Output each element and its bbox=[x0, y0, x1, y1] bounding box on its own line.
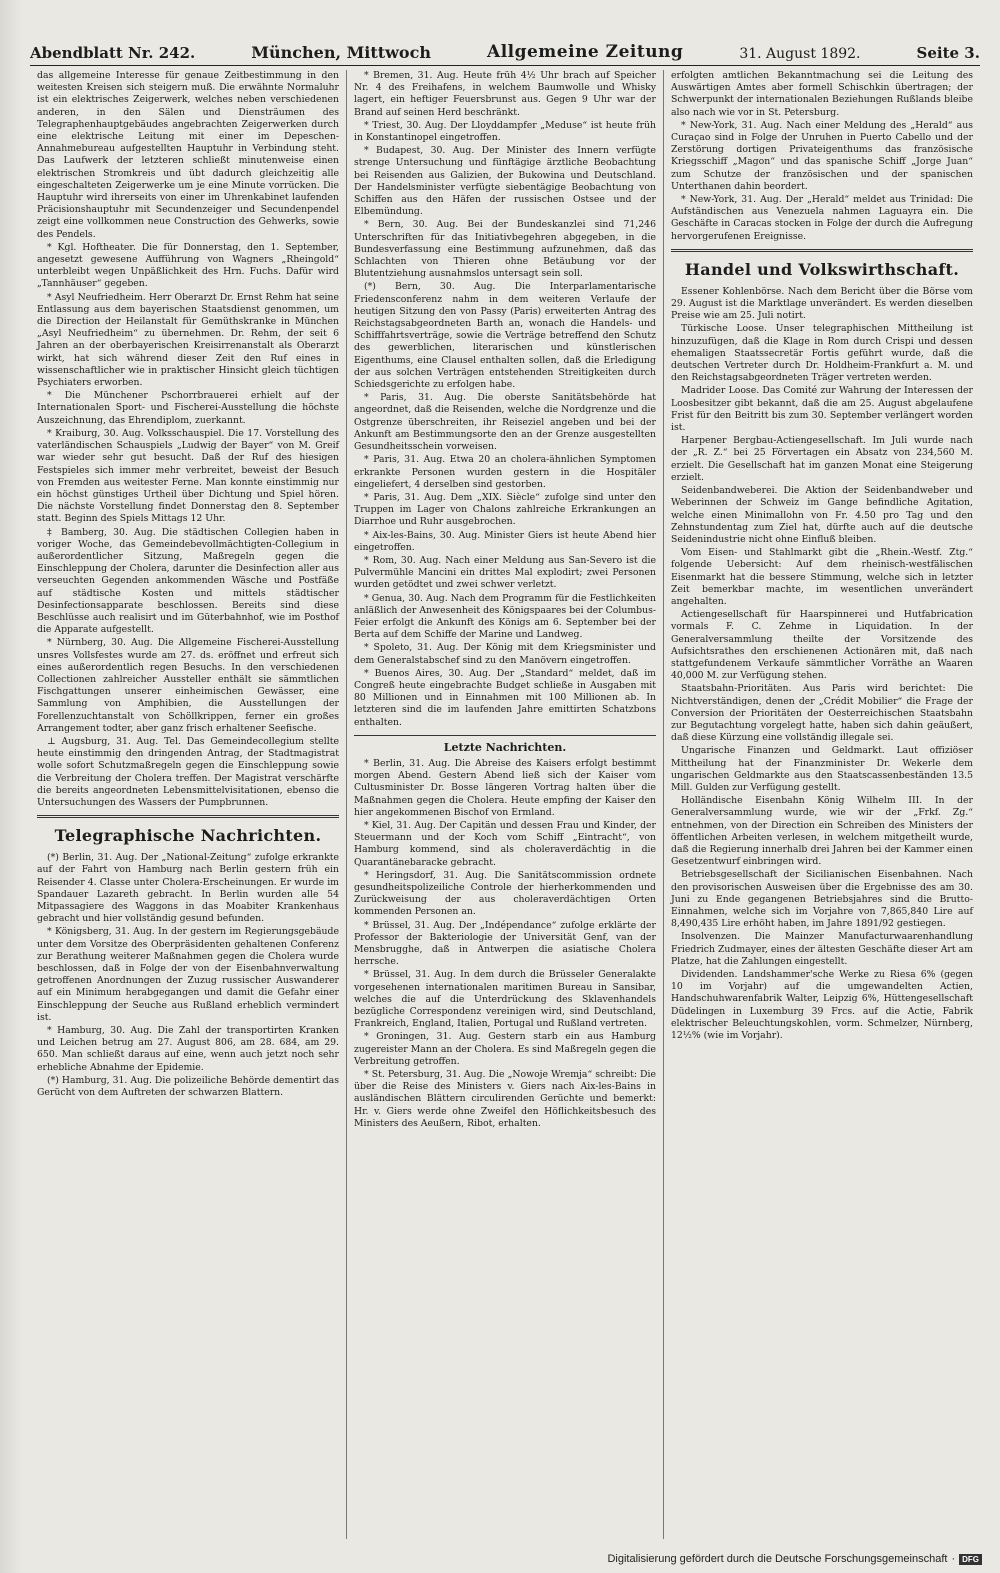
digitization-footer: Digitalisierung gefördert durch die Deutsche Forschungsgemeinschaft · DFG bbox=[607, 1553, 982, 1565]
article-paragraph: Dividenden. Landshammer'sche Werke zu Riesa 6% (gegen 10 im Vorjahr) auf die umgewandelten Actien, Handschuhwarenfabrik Walter, Leipzig 6%, Hüttengesellschaft Düdelingen in Luxemburg 39 Frcs. auf die Actie, Fabrik elektrischer Beleuchtungskohlen, vorm. Schmelzer, Nürnberg, 12½% (wie im Vorjahr). bbox=[671, 969, 973, 1042]
article-paragraph: * Königsberg, 31. Aug. In der gestern im Regierungsgebäude unter dem Vorsitze des Oberpräsidenten gehaltenen Conferenz zur Berathung weiterer Maßnahmen gegen die Cholera wurde beschlossen, daß in Folge der von der Eisenbahnverwaltung getroffenen Anordnungen der Zuzug russischer Auswanderer auf ein Minimum herabgegangen und damit die Gefahr einer Einschleppung der Seuche aus Rußland erheblich vermindert ist. bbox=[37, 926, 339, 1023]
trade-section-title: Handel und Volkswirthschaft. bbox=[684, 259, 960, 279]
page-number: Seite 3. bbox=[916, 44, 980, 62]
page-header bbox=[30, 38, 980, 66]
scan-edge bbox=[0, 0, 22, 1573]
article-paragraph: * Paris, 31. Aug. Dem „XIX. Siècle“ zufolge sind unter den Truppen im Lager von Chalons zahlreiche Erkrankungen an Diarrhoe und Ruhr ausgebrochen. bbox=[354, 491, 656, 528]
article-paragraph: * Berlin, 31. Aug. Die Abreise des Kaisers erfolgt bestimmt morgen Abend. Gestern Abend ließ sich der Kaiser vom Cultusminister Dr. Bosse längeren Vortrag halten über die Maßnahmen gegen die Cholera. Heute empfing der Kaiser den hier angekommenen Bischof von Ermland. bbox=[354, 757, 656, 818]
section-rule bbox=[671, 249, 973, 252]
latest-section-title: Letzte Nachrichten. bbox=[443, 740, 567, 754]
article-paragraph: * New-York, 31. Aug. Nach einer Meldung des „Herald“ aus Curaçao sind in Folge der Unruhen in Puerto Cabello und der Zerstörung dortigen Privateigenthums das französische Kriegsschiff „Magon“ und das spanische Schiff „Jorge Juan“ zum Schutze der französischen und der spanischen Unterthanen dahin beordert. bbox=[671, 119, 973, 192]
column-1-articles bbox=[37, 70, 339, 809]
article-paragraph: Harpener Bergbau-Actiengesellschaft. Im Juli wurde nach der „R. Z.“ bei 25 Förvertagen ein Absatz von 234,560 M. erzielt. Die Gesellschaft hat im ganzen Monat eine Steigerung erzielt. bbox=[671, 435, 973, 483]
article-paragraph: Seidenbandweberei. Die Aktion der Seidenbandweber und Weberinnen der Schweiz im Gange befindliche Agitation, welche einen Minimallohn von Fr. 4.50 pro Tag und den Zehnstundentag zum Ziel hat, dürfte auch auf die deutsche Seidenindustrie nicht ohne Einfluß bleiben. bbox=[671, 485, 973, 545]
column-1 bbox=[30, 70, 346, 1539]
section-rule bbox=[37, 815, 339, 818]
article-paragraph: Insolvenzen. Die Mainzer Manufacturwaarenhandlung Friedrich Zudmayer, eines der ältesten Geschäfte dieser Art am Platze, hat die Zahlungen eingestellt. bbox=[671, 931, 973, 967]
article-paragraph: Betriebsgesellschaft der Sicilianischen Eisenbahnen. Nach den provisorischen Ausweisen über die Ergebnisse des am 30. Juni zu Ende gegangenen Betriebsjahres sind die Brutto-Einnahmen, welche sich im Vorjahre von 7,865,840 Lire auf 8,490,435 Lire erhöht haben, im Jahre 1891/92 gestiegen. bbox=[671, 869, 973, 930]
article-paragraph: Actiengesellschaft für Haarspinnerei und Hutfabrication vormals F. C. Zehme in Liquidation. In der Generalversammlung theilte der Vorsitzende des Aufsichtsrathes den erschienenen Actionären mit, daß nach stattgefundenem Verkaufe sämmtlicher Vorräthe an Waaren 40,000 M. zur Verfügung stehen. bbox=[671, 609, 973, 682]
column-3-articles bbox=[671, 70, 973, 243]
article-paragraph: das allgemeine Interesse für genaue Zeitbestimmung in den weitesten Kreisen sich steigern muß. Die erwähnte Normaluhr ist ein elektrisches Zeigerwerk, welches neben verschiedenen anderen, in den Sälen und Diensträumen des Telegraphenhauptgebäudes angebrachten Zeigerwerken durch eine elektrische Leitung mit einer im Depeschen-Annahmebureau aufgestellten Hauptuhr in Verbindung steht. Das Laufwerk der letzteren schließt minutenweise einen elektrischen Stromkreis und übt dadurch gleichzeitig alle eingeschalteten Zeigerwerke um je eine Minute vorrücken. Die Hauptuhr wird ihrerseits von einer im Uhrenkabinet laufenden Präcisionshauptuhr mit Secundenzeiger und Secundenpendel zeigt eine vollkommen neue Construction des Gehwerks, sowie des Pendels. bbox=[37, 70, 339, 240]
column-2 bbox=[346, 70, 663, 1539]
article-paragraph: * Budapest, 30. Aug. Der Minister des Innern verfügte strenge Untersuchung und fünftägige ärztliche Beobachtung bei Reisenden aus Galizien, der Bukowina und Deutschland. Der Handelsminister verfügte siebentägige Beobachtung von Schiffen aus den Häfen der russischen Ostsee und der Elbemündung. bbox=[354, 145, 656, 218]
article-paragraph: * Nürnberg, 30. Aug. Die Allgemeine Fischerei-Ausstellung unsres Vollsfestes wurde am 27. ds. eröffnet und erfreut sich eines außerordentlich regen Besuchs. In den verschiedenen Collectionen zahlreicher Aussteller enthält sie sämmtlichen Fischgattungen unserer einheimischen Gewässer, eine Sammlung von Amphibien, die Ausstellungen der Forellenzuchtanstalt von Schöllkrippen, ferner ein großes Arrangement todter, aber ganz frisch erhaltener Seefische. bbox=[37, 637, 339, 734]
telegraph-section-title: Telegraphische Nachrichten. bbox=[54, 826, 322, 846]
article-paragraph: (*) Bern, 30. Aug. Die Interparlamentarische Friedensconferenz nahm in dem weiteren Verlaufe der heutigen Sitzung den von Passy (Paris) erweiterten Antrag des Reichstagsabgeordneten Barth an, wonach die Handels- und Schifffahrtsverträge, sowie die Verträge betreffend den Schutz des gewerblichen, literarischen und künstlerischen Eigenthums, eine Clausel enthalten sollen, daß die Erledigung der aus solchen Verträgen entstehenden Streitigkeiten durch Schiedsgerichte zu erfolgen habe. bbox=[354, 281, 656, 391]
article-paragraph: * Spoleto, 31. Aug. Der König mit dem Kriegsminister und dem Generalstabschef sind zu den Manövern eingetroffen. bbox=[354, 642, 656, 666]
column-2-latest-articles bbox=[354, 758, 656, 1130]
article-paragraph: * Buenos Aires, 30. Aug. Der „Standard“ meldet, daß im Congreß heute eingebrachte Budget schließe in Ausgaben mit 80 Millionen und in Einnahmen mit 100 Millionen ab. In letzteren sind die im laufenden Jahre emittirten Schatzbons enthalten. bbox=[354, 667, 656, 728]
article-paragraph: * Kgl. Hoftheater. Die für Donnerstag, den 1. September, angesetzt gewesene Aufführung von Wagners „Rheingold“ unterbleibt wegen Unpäßlichkeit des Hrn. Fuchs. Dafür wird „Tannhäuser“ gegeben. bbox=[37, 241, 339, 290]
article-paragraph: Madrider Loose. Das Comité zur Wahrung der Interessen der Loosbesitzer gibt bekannt, daß die am 25. August abgelaufene Frist für den Beitritt bis zum 30. September verlängert worden ist. bbox=[671, 385, 973, 434]
issue-label: Abendblatt Nr. 242. bbox=[30, 44, 196, 62]
article-paragraph: * Bremen, 31. Aug. Heute früh 4½ Uhr brach auf Speicher Nr. 4 des Freihafens, in welchem Baumwolle und Whisky lagert, ein heftiger Feuersbrunst aus. Gegen 9 Uhr war der Brand auf seinen Herd beschränkt. bbox=[354, 70, 656, 118]
column-3-trade-articles bbox=[671, 286, 973, 1042]
date-label: 31. August 1892. bbox=[739, 46, 861, 62]
columns bbox=[30, 70, 980, 1539]
article-paragraph: Holländische Eisenbahn König Wilhelm III. In der Generalversammlung wurde, wie wir der „Frkf. Zg.“ entnehmen, von der Direction ein Schreiben des Ministers der öffentlichen Arbeiten verlesen, in welchem mitgetheilt wurde, daß die Regierung innerhalb drei Jahren bei der Kammer einen Gesetzentwurf einbringen wird. bbox=[671, 795, 973, 868]
article-paragraph: * Asyl Neufriedheim. Herr Oberarzt Dr. Ernst Rehm hat seine Entlassung aus dem bayerischen Staatsdienst genommen, um die Direction der Heilanstalt für Gemüthskranke in München „Asyl Neufriedheim“ zu übernehmen. Dr. Rehm, der seit 6 Jahren an der oberbayerischen Kreisirrenanstalt als Oberarzt wirkt, hat sich während dieser Zeit den Ruf eines in wissenschaftlicher wie in praktischer Hinsicht gleich tüchtigen Psychiaters erworben. bbox=[37, 291, 339, 389]
article-paragraph: * Paris, 31. Aug. Die oberste Sanitätsbehörde hat angeordnet, daß die Reisenden, welche die Nordgrenze und die Ostgrenze überschreiten, ihr Reiseziel angeben und bei der Ankunft am Bestimmungsorte den an der Grenze ausgestellten Gesundheitsschein vorweisen. bbox=[354, 392, 656, 453]
article-paragraph: * Heringsdorf, 31. Aug. Die Sanitätscommission ordnete gesundheitspolizeiliche Controle der hierherkommenden und Zurückweisung der aus choleraverdächtigen Orten kommenden Personen an. bbox=[354, 869, 656, 918]
section-rule bbox=[354, 735, 656, 736]
city-label: München, Mittwoch bbox=[251, 43, 431, 62]
article-paragraph: * Triest, 30. Aug. Der Lloyddampfer „Meduse“ ist heute früh in Konstantinopel eingetroffen. bbox=[354, 119, 656, 144]
article-paragraph: * Brüssel, 31. Aug. In dem durch die Brüsseler Generalakte vorgesehenen internationalen maritimen Bureau in Sansibar, welches die auf die Unterdrückung des Sklavenhandels bezügliche Correspondenz vereinigen wird, sind Deutschland, Frankreich, England, Italien, Portugal und Rußland vertreten. bbox=[354, 969, 656, 1030]
article-paragraph: * Rom, 30. Aug. Nach einer Meldung aus San-Severo ist die Pulvermühle Mancini ein drittes Mal explodirt; zwei Personen wurden getödtet und zwei schwer verletzt. bbox=[354, 554, 656, 591]
column-2-articles bbox=[354, 70, 656, 729]
article-paragraph: ⊥ Augsburg, 31. Aug. Tel. Das Gemeindecollegium stellte heute einstimmig den dringenden Antrag, der Stadtmagistrat wolle sofort Schutzmaßregeln gegen die Einschleppung sowie die Verbreitung der Cholera treffen. Der Magistrat verschärfte die bereits angeordneten Lebensmittelvisitationen, ebenso die Untersuchungen des Wassers der Pumpbrunnen. bbox=[37, 735, 339, 808]
article-paragraph: * Brüssel, 31. Aug. Der „Indépendance“ zufolge erklärte der Professor der Bakteriologie der Universität Genf, van der Mensbrugghe, daß in Antwerpen die asiatische Cholera herrsche. bbox=[354, 919, 656, 968]
footer-text: Digitalisierung gefördert durch die Deutsche Forschungsgemeinschaft bbox=[607, 1553, 948, 1565]
article-paragraph: Türkische Loose. Unser telegraphischen Mittheilung ist hinzuzufügen, daß die Klage in Rom durch Crispi und dessen ehemaligen Staatssecretär Fortis geführt wurde, daß die deutschen Vertreter durch Dr. Holdheim-Frankfurt a. M. und den Reichstagsabgeordneten Träger vertreten werden. bbox=[671, 323, 973, 384]
article-paragraph: * Hamburg, 30. Aug. Die Zahl der transportirten Kranken und Leichen betrug am 27. August 806, am 28. 684, am 29. 650. Man schließt daraus auf eine, wenn auch jetzt noch sehr erhebliche Abnahme der Epidemie. bbox=[37, 1025, 339, 1073]
column-3 bbox=[663, 70, 980, 1539]
article-paragraph: Essener Kohlenbörse. Nach dem Bericht über die Börse vom 29. August ist die Marktlage unverändert. Es werden dieselben Preise wie am 25. Juli notirt. bbox=[671, 285, 973, 322]
article-paragraph: (*) Hamburg, 31. Aug. Die polizeiliche Behörde dementirt das Gerücht von dem Auftreten der schwarzen Blattern. bbox=[37, 1074, 339, 1099]
article-paragraph: Staatsbahn-Prioritäten. Aus Paris wird berichtet: Die Nichtverständigen, denen der „Crédit Mobilier“ die Frage der Conversion der Prioritäten der Oesterreichischen Staatsbahn zur Begutachtung vorgelegt hatte, haben sich dahin geäußert, daß diese Kürzung eine vollständig illegale sei. bbox=[671, 683, 973, 744]
paper-title: Allgemeine Zeitung bbox=[487, 42, 684, 62]
article-paragraph: * New-York, 31. Aug. Der „Herald“ meldet aus Trinidad: Die Aufständischen aus Venezuela nahmen Laguayra ein. Die Geschäfte in Caracas stocken in Folge der durch die Aufregung hervorgerufenen Ereignisse. bbox=[671, 194, 973, 242]
article-paragraph: * Kiel, 31. Aug. Der Capitän und dessen Frau und Kinder, der Steuermann und der Koch vom Schiff „Eintracht“, von Hamburg kommend, sind als choleraverdächtig in die Quarantänebaracke gebracht. bbox=[354, 819, 656, 868]
article-paragraph: * Paris, 31. Aug. Etwa 20 an cholera-ähnlichen Symptomen erkrankte Personen wurden gestern in die Hospitäler eingeliefert, 4 derselben sind gestorben. bbox=[354, 454, 656, 490]
article-paragraph: erfolgten amtlichen Bekanntmachung sei die Leitung des Auswärtigen Amtes aber formell Schischkin übertragen; der Schwerpunkt der internationalen Beziehungen Rußlands bleibe also nach wie vor in St. Petersburg. bbox=[671, 70, 973, 118]
article-paragraph: Vom Eisen- und Stahlmarkt gibt die „Rhein.-Westf. Ztg.“ folgende Uebersicht: Auf dem rheinisch-westfälischen Eisenmarkt hat die bessere Stimmung, welche sich in letzter Zeit bemerkbar machte, im wesentlichen unverändert angehalten. bbox=[671, 547, 973, 607]
article-paragraph: * Aix-les-Bains, 30. Aug. Minister Giers ist heute Abend hier eingetroffen. bbox=[354, 529, 656, 553]
article-paragraph: Ungarische Finanzen und Geldmarkt. Laut offiziöser Mittheilung hat der Finanzminister Dr. Wekerle dem ungarischen Geldmarkte aus den Staatscassenbeständen 13.5 Mill. Gulden zur Verfügung gestellt. bbox=[671, 745, 973, 793]
article-paragraph: * Groningen, 31. Aug. Gestern starb ein aus Hamburg zugereister Mann an der Cholera. Es sind Maßregeln gegen die Verbreitung getroffen. bbox=[354, 1031, 656, 1067]
article-paragraph: (*) Berlin, 31. Aug. Der „National-Zeitung“ zufolge erkrankte auf der Fahrt von Hamburg nach Berlin gestern früh ein Reisender 4. Classe unter Cholera-Erscheinungen. Er wurde im Spandauer Lazareth gebracht. In Berlin wurden alle 54 Mitpassagiere des Waggons in das Moabiter Krankenhaus gebracht und hier vollständig gesund befunden. bbox=[37, 852, 339, 925]
article-paragraph: ‡ Bamberg, 30. Aug. Die städtischen Collegien haben in voriger Woche, das Gemeindebevollmächtigten-Collegium in außerordentlicher Sitzung, Maßregeln gegen die Einschleppung der Cholera, darunter die Desinfection aller aus verseuchten Gegenden ankommenden Wäsche und Postfäße auf städtische Kosten und mittels städtischer Desinfectionsapparate beschlossen. Bereits sind diese Beschlüsse auch realisirt und im Güterbahnhof, wie im Posthof die Apparate aufgestellt. bbox=[37, 526, 339, 636]
column-1-telegraph-articles bbox=[37, 852, 339, 1099]
article-paragraph: * Genua, 30. Aug. Nach dem Programm für die Festlichkeiten anläßlich der Anwesenheit des Königspaares bei der Columbus-Feier erfolgt die Ankunft des Königs am 6. September bei der Berta auf dem Schiffe der Marine und Landweg. bbox=[354, 592, 656, 641]
article-paragraph: * Bern, 30. Aug. Bei der Bundeskanzlei sind 71,246 Unterschriften für das Initiativbegehren abgegeben, in die Bundesverfassung eine Bestimmung aufzunehmen, daß das Schlachten von Thieren ohne Betäubung vor der Blutentziehung ausnahmslos untersagt sein soll. bbox=[354, 219, 656, 280]
article-paragraph: * St. Petersburg, 31. Aug. Die „Nowoje Wremja“ schreibt: Die über die Reise des Ministers v. Giers nach Aix-les-Bains in ausländischen Blättern circulirenden Gerüchte und bemerkt: Hr. v. Giers werde ohne Zweifel den Höflichkeitsbesuch des Ministers des Aeußern, Ribot, erhalten. bbox=[354, 1069, 656, 1129]
article-paragraph: * Kraiburg, 30. Aug. Volksschauspiel. Die 17. Vorstellung des vaterländischen Schauspiels „Ludwig der Bayer“ von M. Greif war wieder sehr gut besucht. Daß der Ruf des hiesigen Festspieles sich immer mehr verbreitet, beweist der Besuch von Fremden aus weitester Ferne. Man konnte einstimmig nur ein höchst günstiges Urtheil über Dichtung und Spiel hören. Die nächste Vorstellung findet Donnerstag den 8. September statt. Beginn des Spiels Mittags 12 Uhr. bbox=[37, 427, 339, 525]
dfg-logo-icon: DFG bbox=[959, 1554, 982, 1565]
article-paragraph: * Die Münchener Pschorrbrauerei erhielt auf der Internationalen Sport- und Fischerei-Ausstellung die höchste Auszeichnung, das Ehrendiplom, zuerkannt. bbox=[37, 390, 339, 426]
